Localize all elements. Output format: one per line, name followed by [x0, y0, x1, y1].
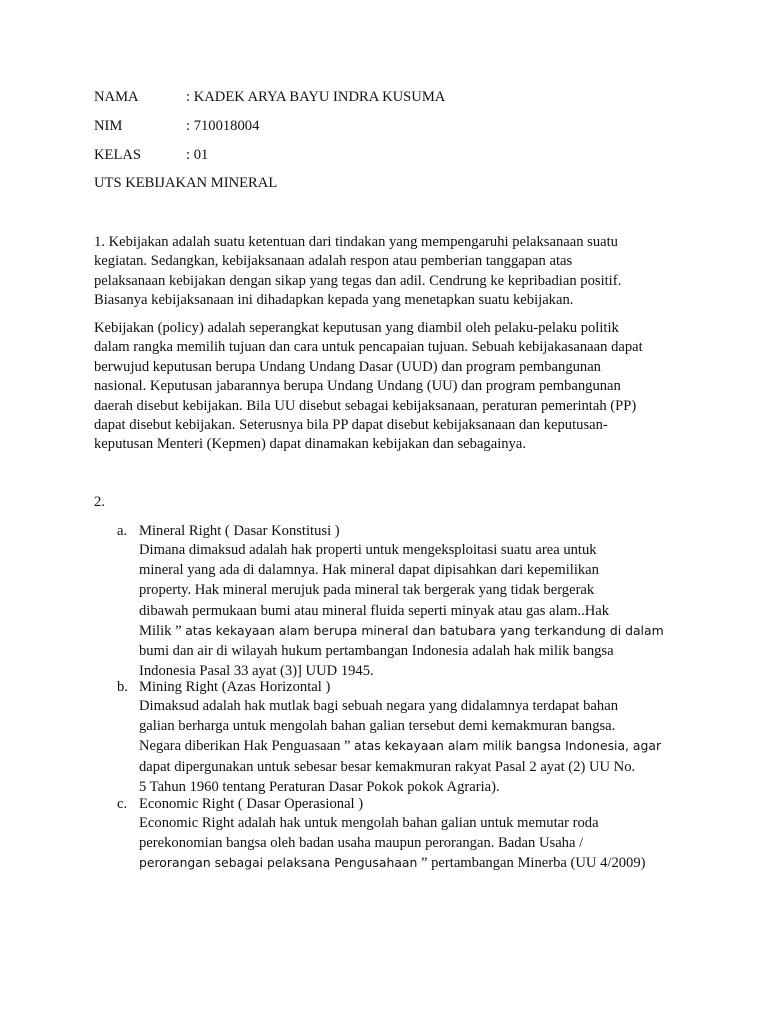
item-b-body [139, 696, 661, 797]
text-line: dapat dipergunakan untuk sebesar besar kemakmuran rakyat Pasal 2 ayat (2) UU No. [139, 758, 636, 775]
kelas-row [94, 145, 208, 165]
text-segment-sans: atas kekayaan alam milik bangsa Indonesia, agar [354, 738, 662, 754]
text-line: property. Hak mineral merujuk pada mineral tak bergerak yang tidak bergerak [139, 582, 595, 599]
nim-value: : 710018004 [186, 118, 260, 134]
item-a-heading [117, 521, 340, 541]
item-letter: a. [117, 523, 128, 539]
text-line: pelaksanaan kebijakan dengan sikap yang tegas dan adil. Cendrung ke kepribadian positif. [94, 272, 622, 289]
name-label: NAMA [94, 89, 139, 105]
text-line: Economic Right adalah hak untuk mengolah bahan galian untuk memutar roda [139, 815, 599, 831]
item-letter: b. [117, 679, 128, 695]
item-heading-text: Mineral Right ( Dasar Konstitusi ) [139, 523, 340, 539]
text-line: Dimana dimaksud adalah hak properti untuk mengeksploitasi suatu area untuk [139, 542, 597, 558]
item-c-heading [117, 794, 363, 814]
text-segment-sans: atas kekayaan alam berupa mineral dan batubara yang terkandung di dalam [185, 622, 664, 638]
name-row [94, 87, 445, 107]
text-line: Dimaksud adalah hak mutlak bagi sebuah negara yang didalamnya terdapat bahan [139, 698, 618, 714]
text-line: dalam rangka memilih tujuan dan cara untuk pencapaian tujuan. Sebuah kebijakasanaan dapat [94, 339, 643, 356]
text-line: dapat disebut kebijakan. Seterusnya bila PP dapat disebut kebijaksanaan dan keputusan- [94, 416, 608, 433]
text-segment: ” pertambangan Minerba (UU 4/2009) [417, 855, 646, 872]
item-a-body [139, 540, 664, 681]
mixed-text-line [139, 621, 664, 641]
text-line: 5 Tahun 1960 tentang Peraturan Dasar Pokok pokok Agraria). [139, 778, 500, 795]
text-line: bumi dan air di wilayah hukum pertambangan Indonesia adalah hak milik bangsa [139, 642, 614, 659]
text-line: Kebijakan (policy) adalah seperangkat keputusan yang diambil oleh pelaku-pelaku politik [94, 320, 619, 336]
text-line: dibawah permukaan bumi atau mineral fluida seperti minyak atau gas alam..Hak [139, 602, 610, 619]
item-c-body [139, 813, 646, 874]
item-heading-text: Mining Right (Azas Horizontal ) [139, 679, 331, 695]
answer1-paragraph2 [94, 319, 694, 455]
text-line: perekonomian bangsa oleh badan usaha maupun perorangan. Badan Usaha / [139, 835, 584, 852]
text-line: galian berharga untuk mengolah bahan galian tersebut demi kemakmuran bangsa. [139, 718, 616, 735]
text-line: 1. Kebijakan adalah suatu ketentuan dari tindakan yang mempengaruhi pelaksanaan suatu [94, 234, 618, 250]
text-line: keputusan Menteri (Kepmen) dapat dinamakan kebijakan dan sebagainya. [94, 436, 526, 453]
kelas-value: : 01 [186, 147, 209, 163]
text-line: Indonesia Pasal 33 ayat (3)] UUD 1945. [139, 663, 374, 680]
nim-label: NIM [94, 118, 123, 134]
text-line: mineral yang ada di dalamnya. Hak mineral dapat dipisahkan dari kepemilikan [139, 562, 599, 579]
text-line: berwujud keputusan berupa Undang Undang Dasar (UUD) dan program pembangunan [94, 358, 601, 375]
text-segment-sans: perorangan sebagai pelaksana Pengusahaan [139, 855, 418, 871]
item-heading-text: Economic Right ( Dasar Operasional ) [139, 796, 364, 812]
name-value: : KADEK ARYA BAYU INDRA KUSUMA [186, 89, 446, 105]
item-b-heading [117, 677, 330, 697]
kelas-label: KELAS [94, 147, 142, 163]
answer2-number: 2. [94, 494, 105, 510]
text-line: daerah disebut kebijakan. Bila UU disebut sebagai kebijaksanaan, peraturan pemerintah (PP) [94, 397, 637, 414]
text-segment: Negara diberikan Hak Penguasaan ” [139, 738, 355, 755]
nim-row [94, 116, 259, 136]
mixed-text-line [139, 853, 646, 873]
item-letter: c. [117, 796, 128, 812]
mixed-text-line [139, 736, 661, 756]
answer1-paragraph1 [94, 233, 694, 311]
text-line: Biasanya kebijaksanaan ini dihadapkan kepada yang menetapkan suatu kebijakan. [94, 292, 574, 309]
exam-title: UTS KEBIJAKAN MINERAL [94, 175, 278, 191]
text-segment: Milik ” [139, 622, 186, 639]
text-line: nasional. Keputusan jabarannya berupa Undang Undang (UU) dan program pembangunan [94, 378, 621, 395]
text-line: kegiatan. Sedangkan, kebijaksanaan adalah respon atau pemberian tanggapan atas [94, 253, 573, 270]
